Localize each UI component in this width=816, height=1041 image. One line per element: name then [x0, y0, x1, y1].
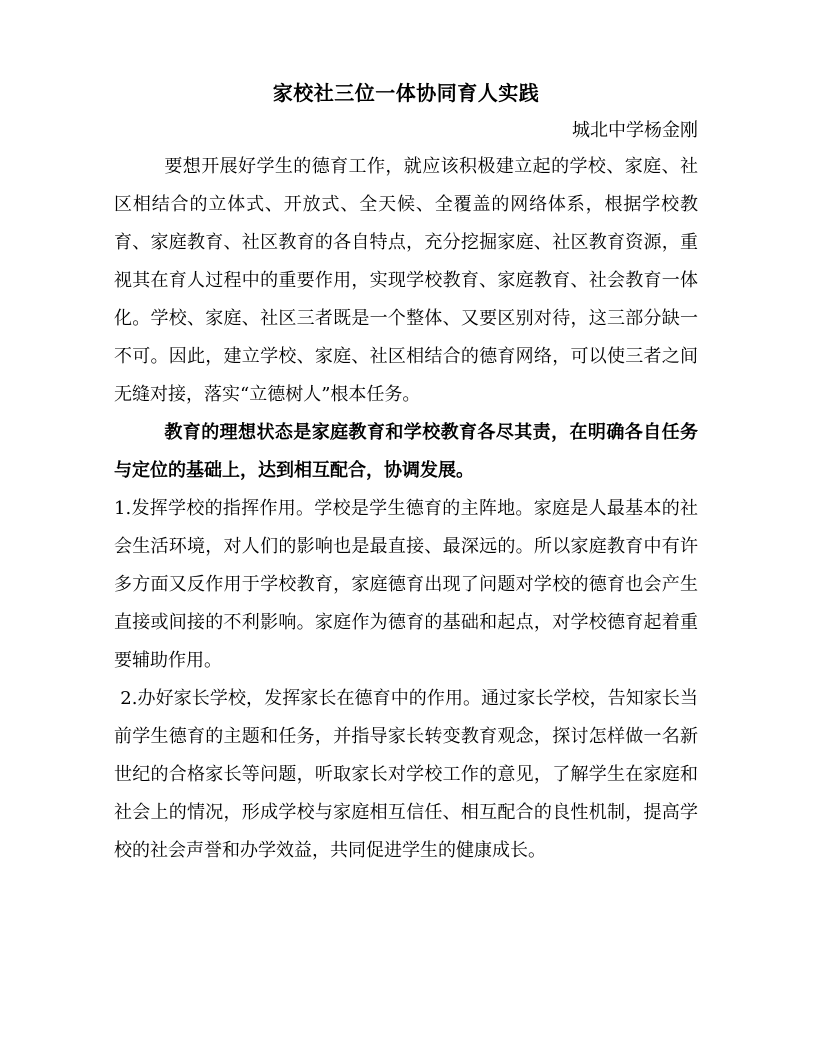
document-title: 家校社三位一体协同育人实践: [272, 81, 540, 105]
document-page: [114, 78, 698, 870]
paragraph-point-2: 2.办好家长学校，发挥家长在德育中的作用。通过家长学校，告知家长当前学生德育的主题和任务，并指导家长转变教育观念，探讨怎样做一名新世纪的合格家长等问题，听取家长对学校工作的意见，了解学生在家庭和社会上的情况，形成学校与家庭相互信任、相互配合的良性机制，提高学校的社会声誉和办学效益，共同促进学生的健康成长。: [114, 688, 698, 861]
paragraph-point-1: 1.发挥学校的指挥作用。学校是学生德育的主阵地。家庭是人最基本的社会生活环境，对人们的影响也是最直接、最深远的。所以家庭教育中有许多方面又反作用于学校教育，家庭德育出现了问题对学校的德育也会产生直接或间接的不利影响。家庭作为德育的基础和起点，对学校德育起着重要辅助作用。: [114, 498, 698, 671]
document-author: 城北中学杨金刚: [572, 120, 698, 141]
paragraph-intro: 要想开展好学生的德育工作，就应该积极建立起的学校、家庭、社区相结合的立体式、开放式、全天候、全覆盖的网络体系，根据学校教育、家庭教育、社区教育的各自特点，充分挖掘家庭、社区教育资源，重视其在育人过程中的重要作用，实现学校教育、家庭教育、社会教育一体化。学校、家庭、社区三者既是一个整体、又要区别对待，这三部分缺一不可。因此，建立学校、家庭、社区相结合的德育网络，可以使三者之间无缝对接，落实“立德树人”根本任务。: [114, 156, 698, 405]
paragraph-thesis: 教育的理想状态是家庭教育和学校教育各尽其责，在明确各自任务与定位的基础上，达到相互配合，协调发展。: [114, 422, 698, 481]
